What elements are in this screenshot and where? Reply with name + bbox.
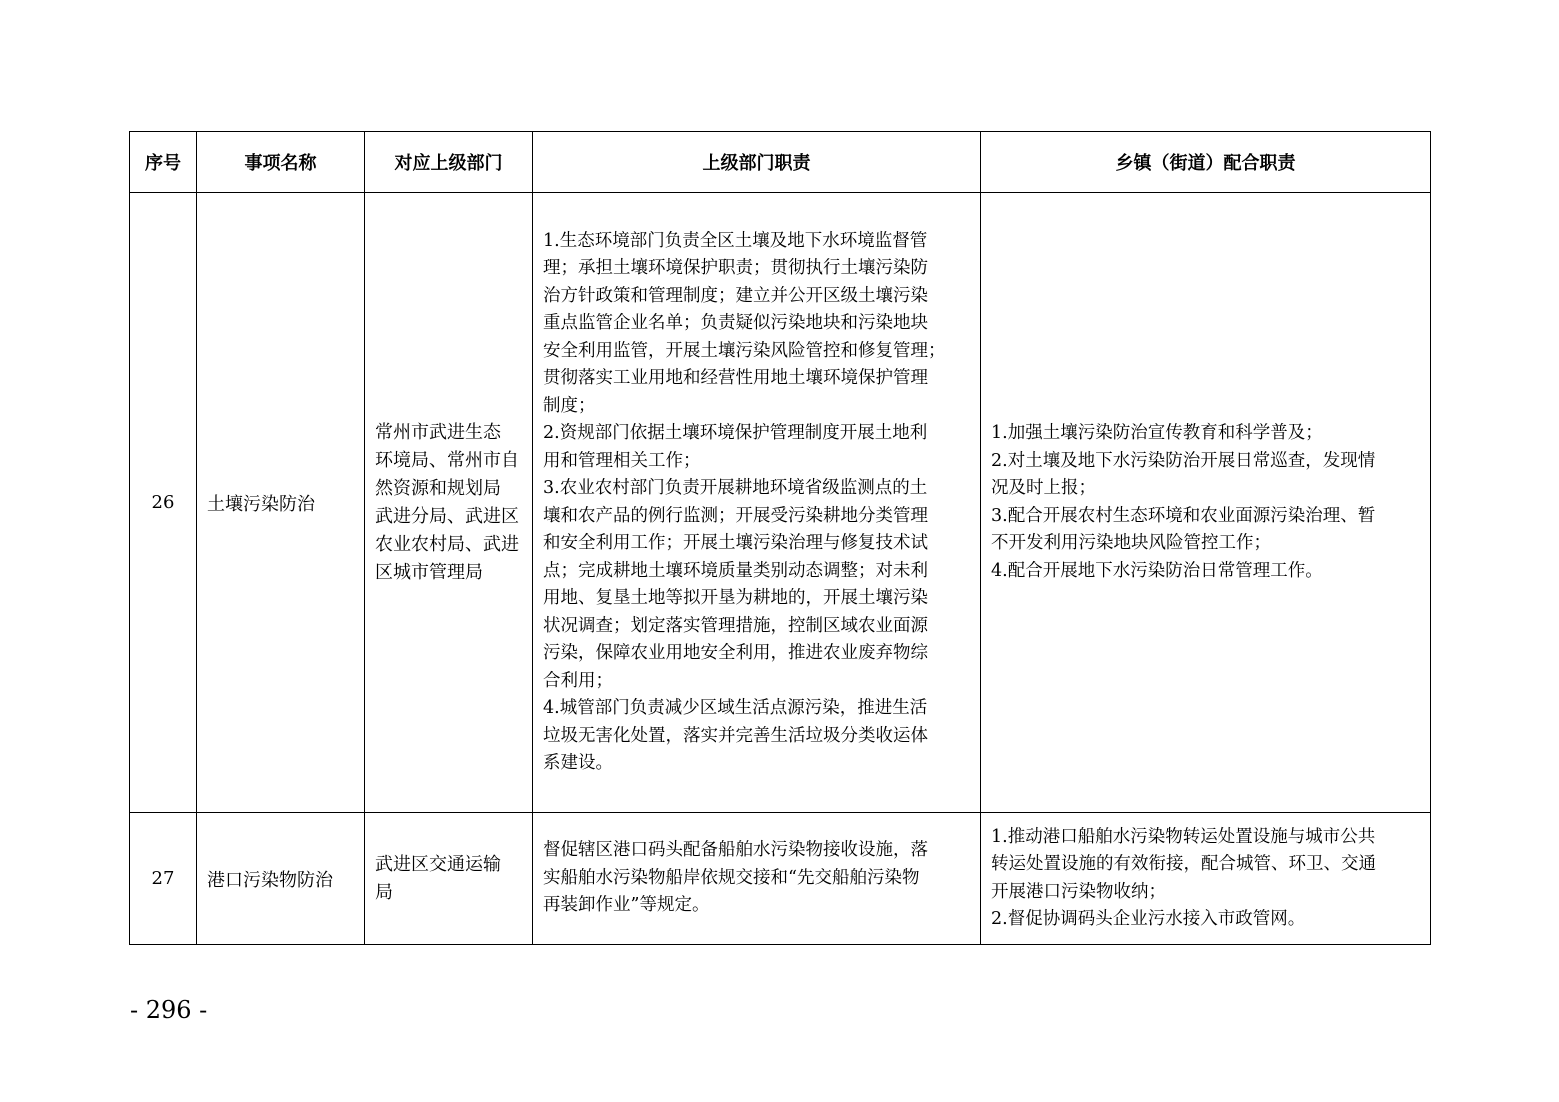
upper-duty-line: 3.农业农村部门负责开展耕地环境省级监测点的土 <box>543 478 928 498</box>
page-number: - 296 - <box>130 996 208 1024</box>
header-row <box>130 132 1431 193</box>
upper-duty-line: 1.生态环境部门负责全区土壤及地下水环境监督管 <box>543 230 928 251</box>
dept-line: 武进分局、武进区 <box>375 505 519 527</box>
town-duty-line: 2.督促协调码头企业污水接入市政管网。 <box>991 909 1306 929</box>
dept-line: 农业农村局、武进 <box>375 533 519 555</box>
upper-duty-line: 用和管理相关工作； <box>543 450 701 471</box>
duties-table <box>129 131 1431 945</box>
row-number: 27 <box>130 813 197 945</box>
dept-line: 区城市管理局 <box>375 561 483 583</box>
header-no: 序号 <box>130 132 197 193</box>
item-name: 港口污染物防治 <box>197 813 365 945</box>
upper-duties <box>533 813 981 945</box>
upper-duty-line: 督促辖区港口码头配备船舶水污染物接收设施，落 <box>543 840 928 861</box>
upper-duty-line: 垃圾无害化处置，落实并完善生活垃圾分类收运体 <box>543 725 928 746</box>
town-duty-line: 开展港口污染物收纳； <box>991 881 1166 902</box>
town-duty-line: 3.配合开展农村生态环境和农业面源污染治理、暂 <box>991 505 1376 526</box>
upper-duty-line: 污染，保障农业用地安全利用，推进农业废弃物综 <box>543 643 928 663</box>
header-upper-duties: 上级部门职责 <box>533 132 981 193</box>
upper-dept <box>365 193 533 813</box>
town-duty-line: 转运处置设施的有效衔接，配合城管、环卫、交通 <box>991 854 1376 874</box>
town-duties <box>981 813 1431 945</box>
dept-line: 环境局、常州市自 <box>375 449 519 471</box>
header-town-duties: 乡镇（街道）配合职责 <box>981 132 1431 193</box>
table-row <box>130 813 1431 945</box>
table-row <box>130 193 1431 813</box>
upper-duty-line: 理；承担土壤环境保护职责；贯彻执行土壤污染防 <box>543 258 928 278</box>
upper-duty-line: 点；完成耕地土壤环境质量类别动态调整；对未利 <box>543 560 928 581</box>
upper-duty-line: 贯彻落实工业用地和经营性用地土壤环境保护管理 <box>543 368 928 388</box>
town-duty-line: 不开发利用污染地块风险管控工作； <box>991 533 1271 553</box>
upper-duty-line: 和安全利用工作；开展土壤污染治理与修复技术试 <box>543 533 928 553</box>
item-name: 土壤污染防治 <box>197 193 365 813</box>
town-duty-line: 1.推动港口船舶水污染物转运处置设施与城市公共 <box>991 826 1376 847</box>
row-number: 26 <box>130 193 197 813</box>
upper-duty-line: 系建设。 <box>543 753 613 773</box>
upper-duty-line: 实船舶水污染物船岸依规交接和“先交船舶污染物 <box>543 867 920 888</box>
upper-duty-line: 治方针政策和管理制度；建立并公开区级土壤污染 <box>543 285 928 306</box>
upper-duty-line: 状况调查；划定落实管理措施，控制区域农业面源 <box>543 615 928 636</box>
upper-duty-line: 用地、复垦土地等拟开垦为耕地的，开展土壤污染 <box>543 588 928 608</box>
town-duty-line: 2.对土壤及地下水污染防治开展日常巡查，发现情 <box>991 450 1376 471</box>
upper-duty-line: 合利用； <box>543 670 613 691</box>
dept-line: 武进区交通运输 <box>375 853 501 875</box>
dept-line: 常州市武进生态 <box>375 421 501 443</box>
dept-line: 局 <box>375 881 393 903</box>
upper-duty-line: 2.资规部门依据土壤环境保护管理制度开展土地利 <box>543 423 928 443</box>
upper-duty-line: 制度； <box>543 395 596 416</box>
upper-dept <box>365 813 533 945</box>
upper-duties <box>533 193 981 813</box>
header-upper-dept: 对应上级部门 <box>365 132 533 193</box>
town-duty-line: 4.配合开展地下水污染防治日常管理工作。 <box>991 560 1323 581</box>
upper-duty-line: 再装卸作业”等规定。 <box>543 895 710 916</box>
town-duty-line: 况及时上报； <box>991 478 1096 498</box>
upper-duty-line: 壤和农产品的例行监测；开展受污染耕地分类管理 <box>543 505 928 526</box>
dept-line: 然资源和规划局 <box>375 477 501 499</box>
upper-duty-line: 安全利用监管，开展土壤污染风险管控和修复管理； <box>543 340 946 361</box>
header-item-name: 事项名称 <box>197 132 365 193</box>
upper-duty-line: 4.城管部门负责减少区域生活点源污染，推进生活 <box>543 698 928 718</box>
town-duty-line: 1.加强土壤污染防治宣传教育和科学普及； <box>991 423 1323 443</box>
town-duties <box>981 193 1431 813</box>
upper-duty-line: 重点监管企业名单；负责疑似污染地块和污染地块 <box>543 313 928 333</box>
